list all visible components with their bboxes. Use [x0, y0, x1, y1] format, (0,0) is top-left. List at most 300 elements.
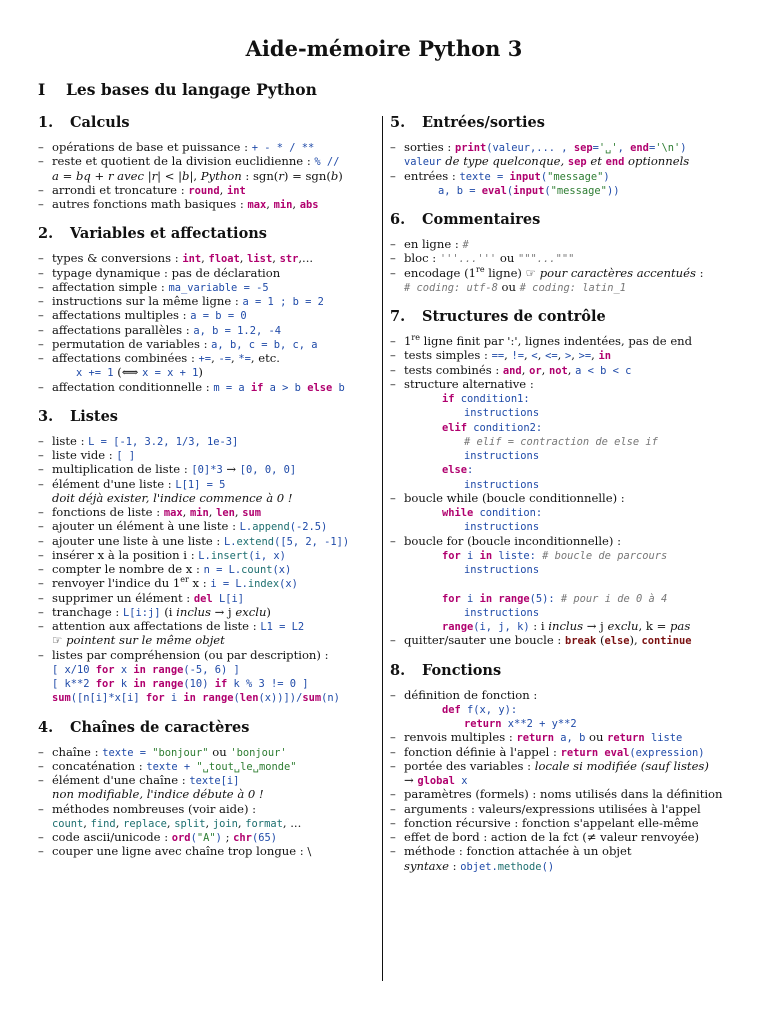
- text-run: bloc :: [404, 251, 440, 266]
- text-run: sum: [302, 692, 322, 705]
- text-run: ,: [292, 197, 300, 211]
- text-run: continue: [641, 635, 692, 648]
- text-run: :: [467, 464, 474, 477]
- text-run: ,: [83, 815, 91, 830]
- dash-bullet: –: [38, 351, 44, 365]
- text-run: ,: [237, 815, 246, 830]
- text-run: a = b = 0: [190, 310, 247, 323]
- list-item: [38, 534, 374, 548]
- dash-bullet: –: [38, 801, 44, 816]
- text-run: er: [180, 575, 189, 585]
- text-run: instructions: [464, 564, 540, 576]
- text-run: (-5, 6) ]: [183, 663, 240, 676]
- text-run: # boucle de parcours: [542, 549, 668, 562]
- text-run: n = L.: [203, 564, 242, 576]
- list-item: [390, 237, 742, 251]
- text-run: ,: [201, 251, 209, 266]
- text-run: # coding: utf-8: [404, 281, 498, 294]
- text-run: ==: [491, 350, 505, 363]
- text-run: ),: [629, 633, 642, 648]
- dash-bullet: –: [390, 265, 396, 280]
- text-run: typage dynamique : pas de déclaration: [52, 265, 281, 280]
- text-run: (65): [251, 832, 277, 844]
- dash-bullet: –: [38, 448, 44, 462]
- text-run: L1 = L2: [260, 621, 305, 633]
- text-run: replace: [123, 817, 167, 830]
- text-run: for: [95, 678, 115, 690]
- text-run: if: [214, 678, 228, 690]
- list-item: [38, 337, 374, 351]
- dash-bullet: –: [390, 815, 396, 830]
- text-run: L.: [239, 521, 253, 534]
- dash-bullet: –: [390, 844, 396, 859]
- section-number: 8.: [390, 661, 406, 679]
- text-run: for: [442, 549, 461, 562]
- text-run: ajouter un élément à une liste :: [52, 519, 240, 534]
- dash-bullet: –: [390, 251, 396, 266]
- text-run: #: [462, 239, 469, 251]
- list-item: [38, 591, 374, 605]
- text-run: not: [548, 364, 568, 377]
- text-run: ,: [234, 505, 243, 519]
- text-run: , ...: [282, 815, 302, 830]
- text-run: global: [417, 775, 455, 787]
- text-run: syntaxe: [404, 858, 449, 873]
- part-label: Les bases du langage Python: [66, 80, 317, 99]
- section-label: Calculs: [70, 114, 130, 131]
- section-label: Chaînes de caractères: [70, 718, 250, 736]
- section-number: 7.: [390, 308, 406, 325]
- list-item: [38, 633, 374, 647]
- text-run: for: [145, 692, 165, 705]
- text-run: instructions: [464, 478, 540, 491]
- text-run: del: [193, 592, 213, 605]
- text-run: valeur: [404, 156, 442, 169]
- text-run: portée des variables :: [404, 758, 535, 773]
- text-run: [ x/10: [52, 663, 96, 676]
- section-label: Structures de contrôle: [422, 308, 606, 325]
- text-run: liste:: [492, 549, 543, 562]
- dash-bullet: –: [38, 182, 44, 197]
- text-run: ☞: [52, 633, 67, 648]
- list-item: [38, 759, 374, 773]
- text-run: permutation de variables :: [52, 336, 212, 351]
- text-run: boucle for (boucle inconditionnelle) :: [404, 533, 622, 548]
- list-item: [38, 448, 374, 462]
- text-run: (: [540, 170, 548, 183]
- text-run: '''...''': [439, 253, 497, 266]
- text-run: "␣tout␣le␣monde": [196, 760, 297, 773]
- text-run: return: [464, 718, 502, 730]
- text-run: while: [442, 507, 474, 519]
- section-number: 4.: [38, 718, 54, 736]
- text-run: for: [95, 663, 115, 676]
- text-run: L.: [224, 535, 237, 548]
- text-run: b: [332, 381, 345, 394]
- list-item: [390, 377, 742, 391]
- list-item: [38, 690, 374, 704]
- text-run: texte +: [146, 760, 197, 773]
- text-run: structure alternative :: [404, 376, 534, 391]
- list-item: [38, 154, 374, 168]
- text-run: fonction définie à l'appel :: [404, 744, 561, 759]
- column-divider: [382, 116, 383, 981]
- text-run: # coding: latin_1: [519, 281, 627, 294]
- dash-bullet: –: [38, 619, 44, 633]
- text-run: for: [442, 592, 461, 605]
- text-run: range: [152, 663, 184, 676]
- list-item: [390, 745, 742, 759]
- text-run: méthodes nombreuses (voir aide) :: [52, 801, 257, 816]
- text-run: compter le nombre de x :: [52, 562, 204, 576]
- list-item: [38, 365, 374, 379]
- list-item: [38, 773, 374, 787]
- text-run: ,: [115, 815, 124, 830]
- list-item: [390, 183, 742, 197]
- dash-bullet: –: [390, 533, 396, 548]
- text-run: # elif = contraction de else if: [464, 435, 658, 448]
- text-run: m = a: [213, 381, 251, 394]
- text-run: count: [241, 564, 273, 576]
- text-run: (i: [160, 604, 177, 619]
- text-run: [0]*3: [191, 464, 223, 477]
- text-run: supprimer un élément :: [52, 590, 194, 605]
- section-title: [38, 223, 374, 245]
- text-run: [ k**2: [52, 678, 96, 690]
- text-run: locale si modifiée (sauf listes): [534, 758, 709, 773]
- text-run: Python: [200, 168, 242, 183]
- text-run: min: [189, 507, 209, 519]
- text-run: ou: [585, 730, 608, 745]
- text-run: élément d'une liste :: [52, 476, 176, 491]
- text-run: "A": [196, 832, 216, 844]
- text-run: ,: [239, 251, 248, 266]
- section-label: Variables et affectations: [70, 225, 267, 243]
- text-run: ou: [208, 744, 231, 759]
- list-item: [390, 491, 742, 505]
- text-run: effet de bord : action de la fct (≠ valeur renvoyée): [404, 830, 700, 844]
- section-label: Fonctions: [422, 661, 502, 679]
- text-run: <: [531, 350, 538, 363]
- text-run: x: [114, 663, 134, 676]
- dash-bullet: –: [38, 251, 44, 266]
- text-run: ,: [591, 348, 599, 363]
- text-run: (i, x): [248, 549, 286, 562]
- dash-bullet: –: [38, 433, 44, 448]
- section: [390, 660, 742, 873]
- list-item: [390, 348, 742, 362]
- list-item: [38, 662, 374, 676]
- dash-bullet: –: [390, 168, 396, 183]
- text-run: ): [198, 365, 203, 380]
- dash-bullet: –: [390, 362, 396, 377]
- list-item: [390, 816, 742, 830]
- list-item: [390, 605, 742, 619]
- list-item: [390, 844, 742, 858]
- text-run: i = L.: [210, 578, 248, 591]
- dash-bullet: –: [38, 505, 44, 519]
- list-item: [38, 548, 374, 562]
- dash-bullet: –: [38, 576, 44, 591]
- text-run: x :: [188, 576, 211, 591]
- dash-bullet: –: [38, 562, 44, 576]
- text-run: (⟺: [113, 365, 143, 380]
- text-run: r: [151, 168, 158, 183]
- text-run: chaîne :: [52, 744, 103, 759]
- text-run: ma_variable = -5: [168, 281, 269, 294]
- text-run: =: [592, 142, 599, 154]
- list-item: [390, 830, 742, 844]
- list-item: [38, 816, 374, 830]
- list-item: [38, 280, 374, 294]
- text-run: end: [630, 142, 649, 154]
- list-item: [38, 266, 374, 280]
- text-run: pour caractères accentués: [539, 265, 696, 280]
- text-run: f(x, y):: [460, 703, 518, 716]
- text-run: texte =: [459, 170, 510, 183]
- text-run: entrées :: [404, 168, 460, 183]
- text-run: b: [330, 168, 339, 183]
- list-item: [38, 462, 374, 476]
- list-item: [38, 183, 374, 197]
- text-run: avec: [113, 168, 148, 183]
- dash-bullet: –: [390, 376, 396, 391]
- text-run: a: [52, 168, 59, 183]
- text-run: →: [404, 773, 418, 787]
- text-run: sorties :: [404, 140, 455, 154]
- list-item: [38, 519, 374, 533]
- text-run: eval: [481, 184, 507, 197]
- text-run: r: [278, 168, 284, 183]
- text-run: or: [529, 364, 542, 377]
- text-run: non modifiable, l'indice débute à 0 !: [52, 787, 264, 802]
- text-run: attention aux affectations de liste :: [52, 619, 261, 633]
- list-item: [38, 251, 374, 265]
- list-item: [390, 462, 742, 476]
- text-run: ,: [567, 362, 576, 377]
- dash-bullet: –: [38, 533, 44, 548]
- text-run: ,: [211, 351, 219, 365]
- text-run: (10): [183, 678, 215, 690]
- text-run: "message": [547, 170, 604, 183]
- list-item: [390, 619, 742, 633]
- text-run: # pour i de 0 à 4: [560, 592, 668, 605]
- text-run: fonction récursive : fonction s'appelant elle-même: [404, 815, 699, 830]
- section-title: [390, 660, 742, 682]
- list-item: [38, 576, 374, 590]
- text-run: ,: [557, 348, 565, 363]
- text-run: renvoyer l'indice du 1: [52, 576, 181, 591]
- text-run: élément d'une chaîne :: [52, 773, 190, 787]
- dash-bullet: –: [390, 237, 396, 251]
- text-run: append: [252, 521, 290, 534]
- text-run: ,: [182, 505, 190, 519]
- section-number: 5.: [390, 114, 406, 131]
- text-run: +=: [198, 353, 212, 365]
- dash-bullet: –: [390, 744, 396, 759]
- text-run: in: [133, 663, 146, 676]
- text-run: =: [648, 142, 656, 154]
- text-run: |: [147, 168, 152, 183]
- text-run: if: [250, 381, 264, 394]
- text-run: [0, 0, 0]: [239, 464, 297, 477]
- text-run: affectations combinées :: [52, 351, 199, 365]
- text-run: print: [454, 142, 487, 154]
- text-run: ,: [504, 348, 512, 363]
- section: [38, 223, 374, 394]
- list-item: [390, 251, 742, 265]
- list-item: [390, 562, 742, 576]
- text-run: types & conversions :: [52, 251, 183, 266]
- text-run: >=: [578, 350, 592, 363]
- list-item: [38, 787, 374, 801]
- text-run: (: [190, 832, 197, 844]
- text-run: k % 3 != 0 ]: [227, 678, 309, 690]
- list-item: [390, 633, 742, 647]
- text-run: str: [279, 253, 299, 266]
- section-label: Commentaires: [422, 211, 541, 228]
- section: [390, 112, 742, 197]
- text-run: ,: [537, 348, 546, 363]
- text-run: a < b < c: [575, 364, 632, 377]
- list-item: [390, 591, 742, 605]
- text-run: else: [307, 381, 333, 394]
- text-run: b: [182, 168, 190, 183]
- text-run: "bonjour": [152, 746, 209, 759]
- text-run: re: [476, 264, 485, 274]
- text-run: else: [604, 635, 630, 648]
- dash-bullet: –: [38, 547, 44, 562]
- text-run: round: [188, 184, 220, 197]
- text-run: [ ]: [116, 450, 136, 462]
- list-item: [390, 391, 742, 405]
- list-item: [390, 363, 742, 377]
- section: [38, 406, 374, 705]
- dash-bullet: –: [38, 140, 44, 154]
- text-run: ): [603, 170, 610, 183]
- list-item: [390, 787, 742, 801]
- text-run: ligne finit par ':', lignes indentées, pas de end: [419, 334, 693, 348]
- text-run: )): [606, 184, 620, 197]
- text-run: ,: [571, 348, 579, 363]
- section-title: [390, 112, 742, 134]
- list-item: [390, 169, 742, 183]
- text-run: inclus: [548, 619, 584, 633]
- text-run: reste et quotient de la division euclidienne :: [52, 154, 315, 169]
- text-run: pas: [670, 619, 691, 633]
- section-number: 2.: [38, 225, 54, 243]
- text-run: sep: [567, 156, 587, 169]
- text-run: opérations de base et puissance :: [52, 140, 252, 154]
- text-run: ,: [208, 505, 217, 519]
- dash-bullet: –: [38, 744, 44, 759]
- dash-bullet: –: [390, 140, 396, 154]
- text-run: input: [509, 170, 541, 183]
- text-run: instructions sur la même ligne :: [52, 294, 243, 308]
- section-title: [38, 406, 374, 428]
- text-run: → j: [583, 619, 608, 633]
- list-item: [38, 197, 374, 211]
- text-run: break: [565, 635, 597, 648]
- text-run: range: [202, 692, 234, 705]
- list-item: [38, 745, 374, 759]
- dash-bullet: –: [390, 830, 396, 844]
- text-run: (5):: [529, 592, 561, 605]
- text-run: et: [586, 154, 606, 169]
- dash-bullet: –: [38, 265, 44, 280]
- text-run: k: [114, 678, 134, 690]
- dash-bullet: –: [38, 830, 44, 844]
- text-run: 1: [404, 334, 412, 348]
- text-run: pointent sur le même objet: [66, 633, 225, 648]
- text-run: (: [544, 184, 551, 197]
- text-run: ,: [266, 197, 274, 211]
- text-run: optionnels: [624, 154, 690, 169]
- text-run: affectations multiples :: [52, 308, 191, 323]
- text-run: : i: [529, 619, 549, 633]
- dash-bullet: –: [38, 294, 44, 308]
- list-item: [390, 548, 742, 562]
- text-run: in: [479, 592, 493, 605]
- text-run: a, b, c = b, c, a: [211, 338, 318, 351]
- text-run: affectations parallèles :: [52, 322, 194, 337]
- text-run: "message": [550, 184, 607, 197]
- text-run: autres fonctions math basiques :: [52, 197, 248, 211]
- text-run: ,: [219, 182, 227, 197]
- text-run: ): [215, 832, 222, 844]
- text-run: instructions: [464, 407, 540, 420]
- text-run: def: [442, 703, 461, 716]
- text-run: int: [226, 184, 246, 197]
- left-column: [38, 112, 374, 859]
- text-run: !=: [511, 350, 525, 363]
- text-run: ajouter une liste à une liste :: [52, 533, 224, 548]
- list-item: [38, 323, 374, 337]
- list-item: [38, 169, 374, 183]
- text-run: range: [498, 592, 530, 605]
- text-run: instructions: [464, 450, 540, 462]
- text-run: ,: [521, 362, 530, 377]
- list-item: [38, 491, 374, 505]
- dash-bullet: –: [38, 279, 44, 294]
- text-run: min: [273, 199, 293, 211]
- dash-bullet: –: [390, 758, 396, 773]
- text-run: int: [182, 253, 202, 266]
- section: [38, 112, 374, 211]
- text-run: ,: [617, 142, 631, 154]
- text-run: (i, j, k): [473, 621, 530, 633]
- list-item: [390, 505, 742, 519]
- list-item: [390, 519, 742, 533]
- list-item: [390, 405, 742, 419]
- list-item: [390, 688, 742, 702]
- text-run: end: [605, 156, 625, 169]
- text-run: return: [607, 732, 645, 745]
- dash-bullet: –: [38, 773, 44, 787]
- dash-bullet: –: [390, 801, 396, 816]
- text-run: =: [58, 168, 77, 183]
- list-item: [390, 534, 742, 548]
- list-item: [390, 702, 742, 716]
- list-item: [390, 716, 742, 730]
- dash-bullet: –: [390, 687, 396, 702]
- text-run: code ascii/unicode :: [52, 830, 172, 844]
- text-run: arguments : valeurs/expressions utilisées à l'appel: [404, 801, 701, 816]
- text-run: join: [212, 817, 238, 830]
- text-run: exclu: [235, 604, 267, 619]
- text-run: else: [442, 464, 468, 477]
- text-run: """...""": [518, 253, 575, 266]
